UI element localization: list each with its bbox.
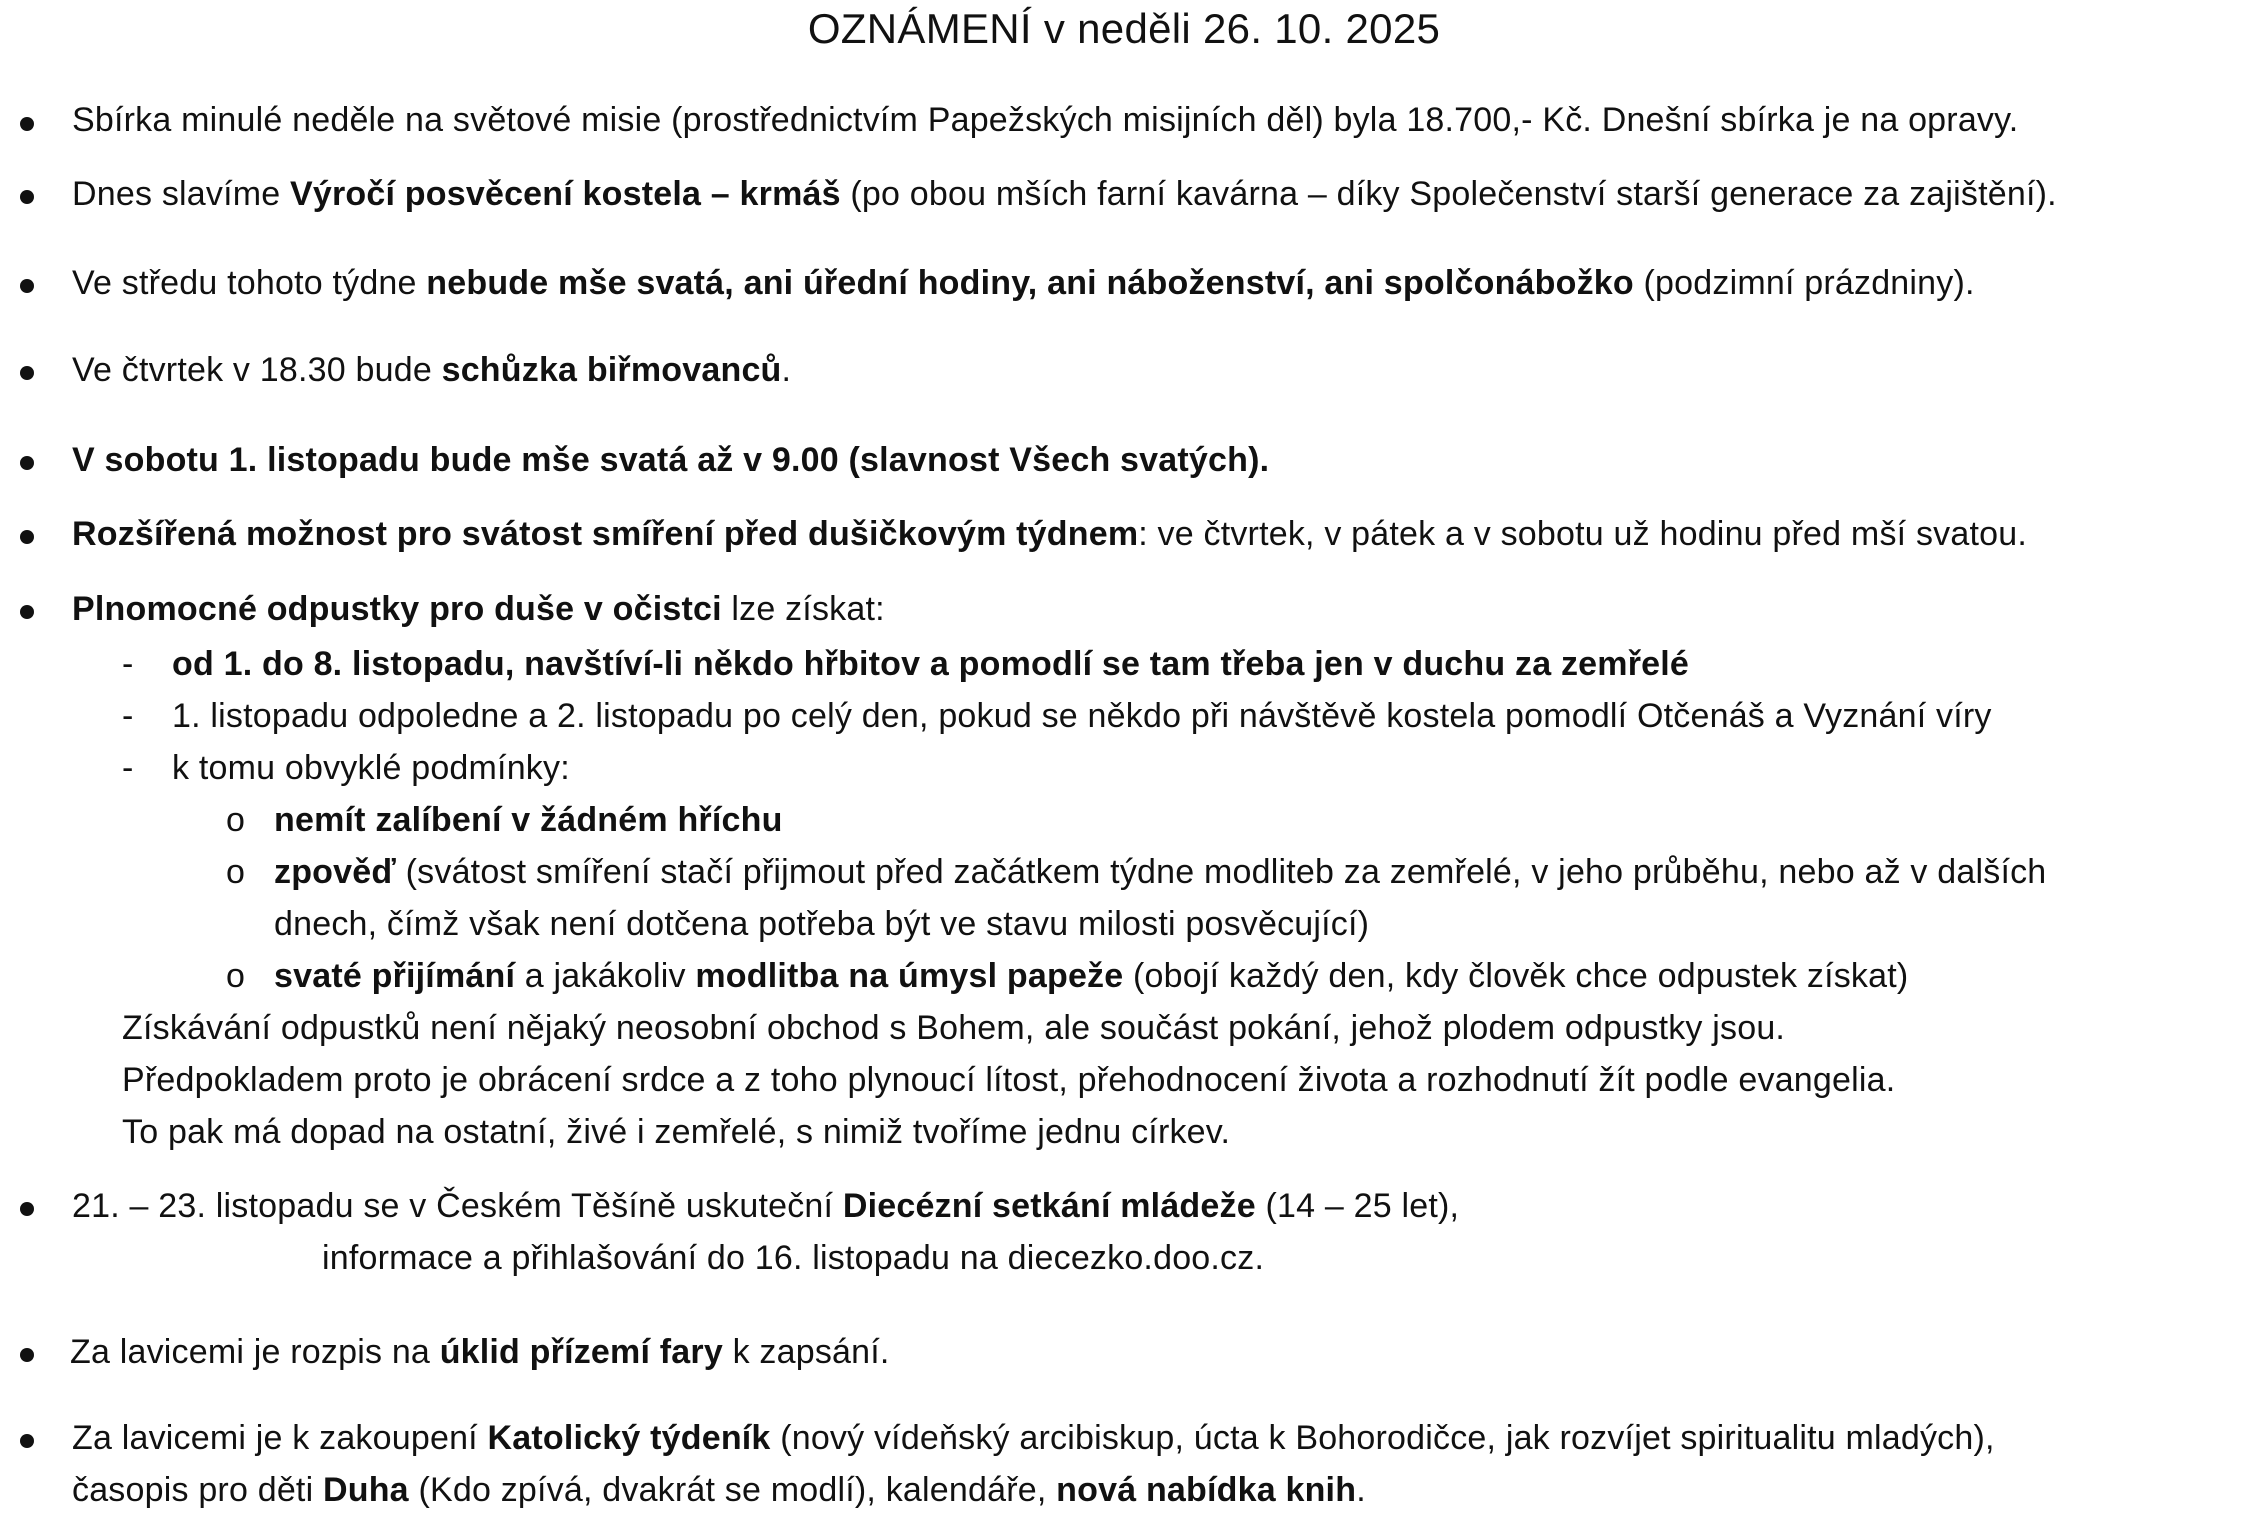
bullet-dot — [20, 190, 34, 204]
bold-text: Diecézní setkání mládeže — [842, 1187, 1256, 1225]
text-segment: 21. – 23. listopadu se v Českém Těšíně uskuteční — [72, 1187, 843, 1225]
circle-marker: o — [226, 853, 245, 891]
text-segment: 1. listopadu odpoledne a 2. listopadu po celý den, pokud se někdo při návštěvě kostela pomodlí Otčenáš a Vyznání víry — [172, 697, 1992, 735]
bullet-dot — [20, 530, 34, 544]
announcement-indulgences — [72, 587, 885, 631]
announcement-confirmation-meeting — [72, 348, 791, 392]
announcement-cleaning — [70, 1330, 890, 1374]
text-segment: Sbírka minulé neděle na světové misie (prostřednictvím Papežských misijních děl) byla 18.700,- Kč. Dnešní sbírka je na opravy. — [72, 101, 2019, 139]
announcement-press-continued — [72, 1468, 1366, 1512]
text-segment: dnech, čímž však není dotčena potřeba být ve stavu milosti posvěcující) — [274, 905, 1370, 943]
text-segment: k tomu obvyklé podmínky: — [172, 749, 570, 787]
text-segment: Ve středu tohoto týdne — [72, 264, 427, 302]
bullet-dot — [20, 279, 34, 293]
indulgence-note: To pak má dopad na ostatní, živé i zemřelé, s nimiž tvoříme jednu církev. — [122, 1113, 1231, 1151]
text-segment: . — [1356, 1471, 1366, 1509]
announcement-anniversary — [72, 172, 2057, 216]
bold-text: Výročí posvěcení kostela – krmáš — [290, 175, 841, 213]
text-segment: Za lavicemi je k zakoupení — [72, 1419, 488, 1457]
text-segment: . — [781, 351, 792, 389]
text-segment: Dnes slavíme — [72, 175, 291, 213]
bold-text: Rozšířená možnost pro svátost smíření před dušičkovým týdnem — [72, 515, 1139, 553]
bold-text: Katolický týdeník — [487, 1419, 771, 1457]
text-segment: (po obou mších farní kavárna – díky Společenství starší generace za zajištění). — [840, 175, 2057, 213]
bold-text: zpověď — [274, 853, 396, 891]
announcement-wednesday — [72, 261, 1975, 305]
text-segment: k zapsání. — [722, 1333, 890, 1371]
condition-confession-continued — [274, 902, 1369, 946]
dash-marker: - — [122, 697, 134, 735]
bold-text: Plnomocné odpustky pro duše v očistci — [72, 590, 722, 628]
bullet-dot — [20, 1434, 34, 1448]
indulgence-conditions — [172, 746, 570, 790]
bold-text: Duha — [322, 1471, 409, 1509]
indulgence-note: Předpokladem proto je obrácení srdce a z toho plynoucí lítost, přehodnocení života a rozhodnutí žít podle evangelia. — [122, 1061, 1896, 1099]
text-segment: (podzimní prázdniny). — [1633, 264, 1975, 302]
announcement-youth-registration: informace a přihlašování do 16. listopadu na diecezko.doo.cz. — [322, 1239, 1265, 1277]
indulgence-note: Získávání odpustků není nějaký neosobní obchod s Bohem, ale součást pokání, jehož plodem odpustky jsou. — [122, 1009, 1786, 1047]
text-segment: (nový vídeňský arcibiskup, úcta k Bohorodičce, jak rozvíjet spiritualitu mladých), — [770, 1419, 1995, 1457]
indulgence-church-visit — [172, 694, 1992, 738]
bullet-dot — [20, 605, 34, 619]
text-segment: (14 – 25 let), — [1255, 1187, 1460, 1225]
circle-marker: o — [226, 957, 245, 995]
bullet-dot — [20, 456, 34, 470]
announcement-youth-meeting — [72, 1184, 1459, 1228]
condition-confession — [274, 850, 2046, 894]
indulgence-cemetery — [172, 642, 1689, 686]
bold-text: od 1. do 8. listopadu, navštíví-li někdo hřbitov a pomodlí se tam třeba jen v duchu za zemřelé — [172, 645, 1689, 683]
bold-text: modlitba na úmysl papeže — [695, 957, 1124, 995]
bullet-dot — [20, 366, 34, 380]
bold-text: V sobotu 1. listopadu bude mše svatá až v 9.00 (slavnost Všech svatých). — [72, 441, 1270, 479]
announcement-collection — [72, 98, 2018, 142]
text-segment: a jakákoliv — [515, 957, 696, 995]
bold-text: nová nabídka knih — [1056, 1471, 1357, 1509]
text-segment: Ve čtvrtek v 18.30 bude — [72, 351, 442, 389]
text-segment: (Kdo zpívá, dvakrát se modlí), kalendáře, — [408, 1471, 1057, 1509]
circle-marker: o — [226, 801, 245, 839]
text-segment: : ve čtvrtek, v pátek a v sobotu už hodinu před mší svatou. — [1138, 515, 2027, 553]
dash-marker: - — [122, 645, 134, 683]
bullet-dot — [20, 1202, 34, 1216]
condition-communion-prayer — [274, 954, 1908, 998]
condition-no-sin — [274, 798, 783, 842]
bold-text: úklid přízemí fary — [439, 1333, 723, 1371]
text-segment: lze získat: — [721, 590, 885, 628]
announcement-confession — [72, 512, 2027, 556]
bold-text: nemít zalíbení v žádném hříchu — [274, 801, 783, 839]
text-segment: (svátost smíření stačí přijmout před začátkem týdne modliteb za zemřelé, v jeho průběhu, nebo až v dalších — [396, 853, 2047, 891]
text-segment: časopis pro děti — [72, 1471, 323, 1509]
bold-text: schůzka biřmovanců — [441, 351, 782, 389]
bold-text: svaté přijímání — [274, 957, 516, 995]
text-segment: (obojí každý den, kdy člověk chce odpustek získat) — [1123, 957, 1909, 995]
page-title: OZNÁMENÍ v neděli 26. 10. 2025 — [807, 5, 1441, 52]
dash-marker: - — [122, 749, 134, 787]
text-segment: Za lavicemi je rozpis na — [70, 1333, 440, 1371]
bold-text: nebude mše svatá, ani úřední hodiny, ani náboženství, ani spolčonábožko — [426, 264, 1634, 302]
bullet-dot — [20, 117, 34, 131]
announcement-all-saints — [72, 438, 1269, 482]
announcement-press — [72, 1416, 1995, 1460]
bullet-dot — [20, 1348, 34, 1362]
